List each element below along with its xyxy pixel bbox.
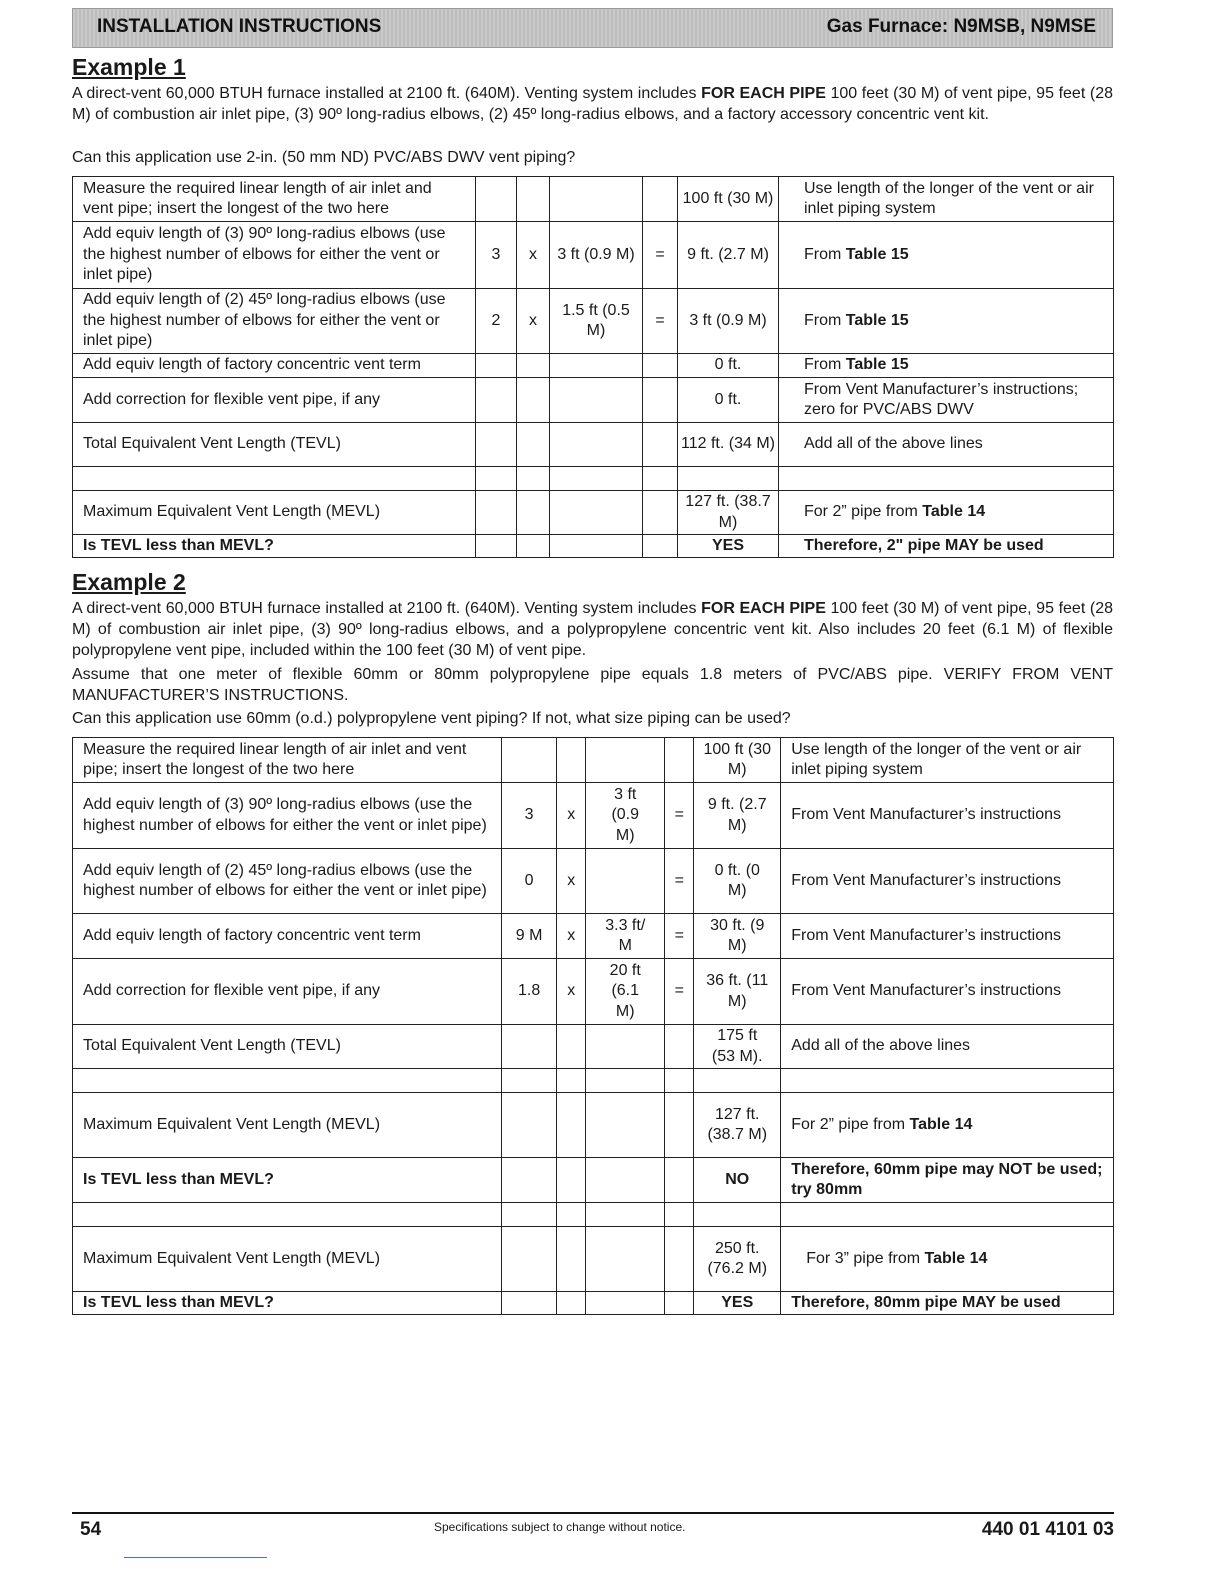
example-1-table xyxy=(72,176,1114,558)
table-row: Total Equivalent Vent Length (TEVL) 175 ft (53 M). Add all of the above lines xyxy=(73,1025,1114,1069)
footer-link-underline xyxy=(124,1557,267,1558)
table-row: Is TEVL less than MEVL? NO Therefore, 60mm pipe may NOT be used; try 80mm xyxy=(73,1158,1114,1203)
table-row: Maximum Equivalent Vent Length (MEVL) 127 ft. (38.7 M) For 2” pipe from Table 14 xyxy=(73,491,1114,535)
table-row: Add equiv length of (3) 90º long-radius elbows (use the highest number of elbows for either the vent or inlet pipe) 3 x 3 ft (0.9 M) = 9 ft. (2.7 M) From Table 15 xyxy=(73,222,1114,289)
table-row: Add equiv length of factory concentric vent term 0 ft. From Table 15 xyxy=(73,354,1114,378)
example-2-description: A direct-vent 60,000 BTUH furnace installed at 2100 ft. (640M). Venting system includes FOR EACH PIPE 100 feet (30 M) of vent pipe, 95 feet (28 M) of combustion air inlet pipe, (3) 90º long-radius elbows, and a polypropylene concentric vent kit. Also includes 20 feet (6.1 M) of flexible polypropylene vent pipe, included within the 100 feet (30 M) of vent pipe. xyxy=(72,600,1114,659)
page-number: 54 xyxy=(80,1519,102,1540)
table-row: Maximum Equivalent Vent Length (MEVL) 127 ft. (38.7 M) For 2” pipe from Table 14 xyxy=(73,1093,1114,1158)
example-2-assumption: Assume that one meter of flexible 60mm or 80mm polypropylene pipe equals 1.8 meters of PVC/ABS pipe. VERIFY FROM VENT MANUFACTURER’S INSTRUCTIONS. xyxy=(72,666,1113,704)
table-row: Measure the required linear length of air inlet and vent pipe; insert the longest of the two here 100 ft (30 M) Use length of the longer of the vent or air inlet piping system xyxy=(73,738,1114,783)
table-row: Add equiv length of (2) 45º long-radius elbows (use the highest number of elbows for either the vent or inlet pipe) 0 x = 0 ft. (0 M) From Vent Manufacturer’s instructions xyxy=(73,849,1114,914)
table-row: Is TEVL less than MEVL? YES Therefore, 2" pipe MAY be used xyxy=(73,535,1114,558)
header-product: Gas Furnace: N9MSB, N9MSE xyxy=(826,16,1096,37)
table-row: Is TEVL less than MEVL? YES Therefore, 80mm pipe MAY be used xyxy=(73,1292,1114,1315)
header-title: INSTALLATION INSTRUCTIONS xyxy=(97,16,382,37)
table-row: Add correction for flexible vent pipe, if any 1.8 x 20 ft (6.1 M) = 36 ft. (11 M) From Vent Manufacturer’s instructions xyxy=(73,959,1114,1025)
table-row: Add equiv length of (2) 45º long-radius elbows (use the highest number of elbows for either the vent or inlet pipe) 2 x 1.5 ft (0.5 M) = 3 ft (0.9 M) From Table 15 xyxy=(73,289,1114,354)
table-row-spacer xyxy=(73,467,1114,491)
table-row-spacer xyxy=(73,1069,1114,1093)
example-1-title: Example 1 xyxy=(72,54,186,80)
example-2-title: Example 2 xyxy=(72,569,186,595)
example-2-table xyxy=(72,737,1114,1315)
table-row: Measure the required linear length of air inlet and vent pipe; insert the longest of the two here 100 ft (30 M) Use length of the longer of the vent or air inlet piping system xyxy=(73,177,1114,222)
table-row: Maximum Equivalent Vent Length (MEVL) 250 ft. (76.2 M) For 3” pipe from Table 14 xyxy=(73,1227,1114,1292)
table-row: Add equiv length of factory concentric vent term 9 M x 3.3 ft/ M = 30 ft. (9 M) From Vent Manufacturer’s instructions xyxy=(73,914,1114,959)
example-1-description: A direct-vent 60,000 BTUH furnace installed at 2100 ft. (640M). Venting system includes FOR EACH PIPE 100 feet (30 M) of vent pipe, 95 feet (28 M) of combustion air inlet pipe, (3) 90º long-radius elbows, (2) 45º long-radius elbows, and a factory accessory concentric vent kit. xyxy=(72,85,1114,123)
example-2-question: Can this application use 60mm (o.d.) polypropylene vent piping? If not, what size piping can be used? xyxy=(72,710,791,727)
example-1-question: Can this application use 2-in. (50 mm ND) PVC/ABS DWV vent piping? xyxy=(72,149,576,166)
table-row-spacer xyxy=(73,1203,1114,1227)
page-header xyxy=(72,8,1113,48)
footer-divider xyxy=(72,1512,1114,1514)
footer-notice: Specifications subject to change without notice. xyxy=(434,1520,686,1534)
table-row: Add equiv length of (3) 90º long-radius elbows (use the highest number of elbows for either the vent or inlet pipe) 3 x 3 ft (0.9 M) = 9 ft. (2.7 M) From Vent Manufacturer’s instructions xyxy=(73,783,1114,849)
table-row: Add correction for flexible vent pipe, if any 0 ft. From Vent Manufacturer’s instructions; zero for PVC/ABS DWV xyxy=(73,378,1114,423)
table-row: Total Equivalent Vent Length (TEVL) 112 ft. (34 M) Add all of the above lines xyxy=(73,423,1114,467)
document-number: 440 01 4101 03 xyxy=(981,1519,1114,1540)
